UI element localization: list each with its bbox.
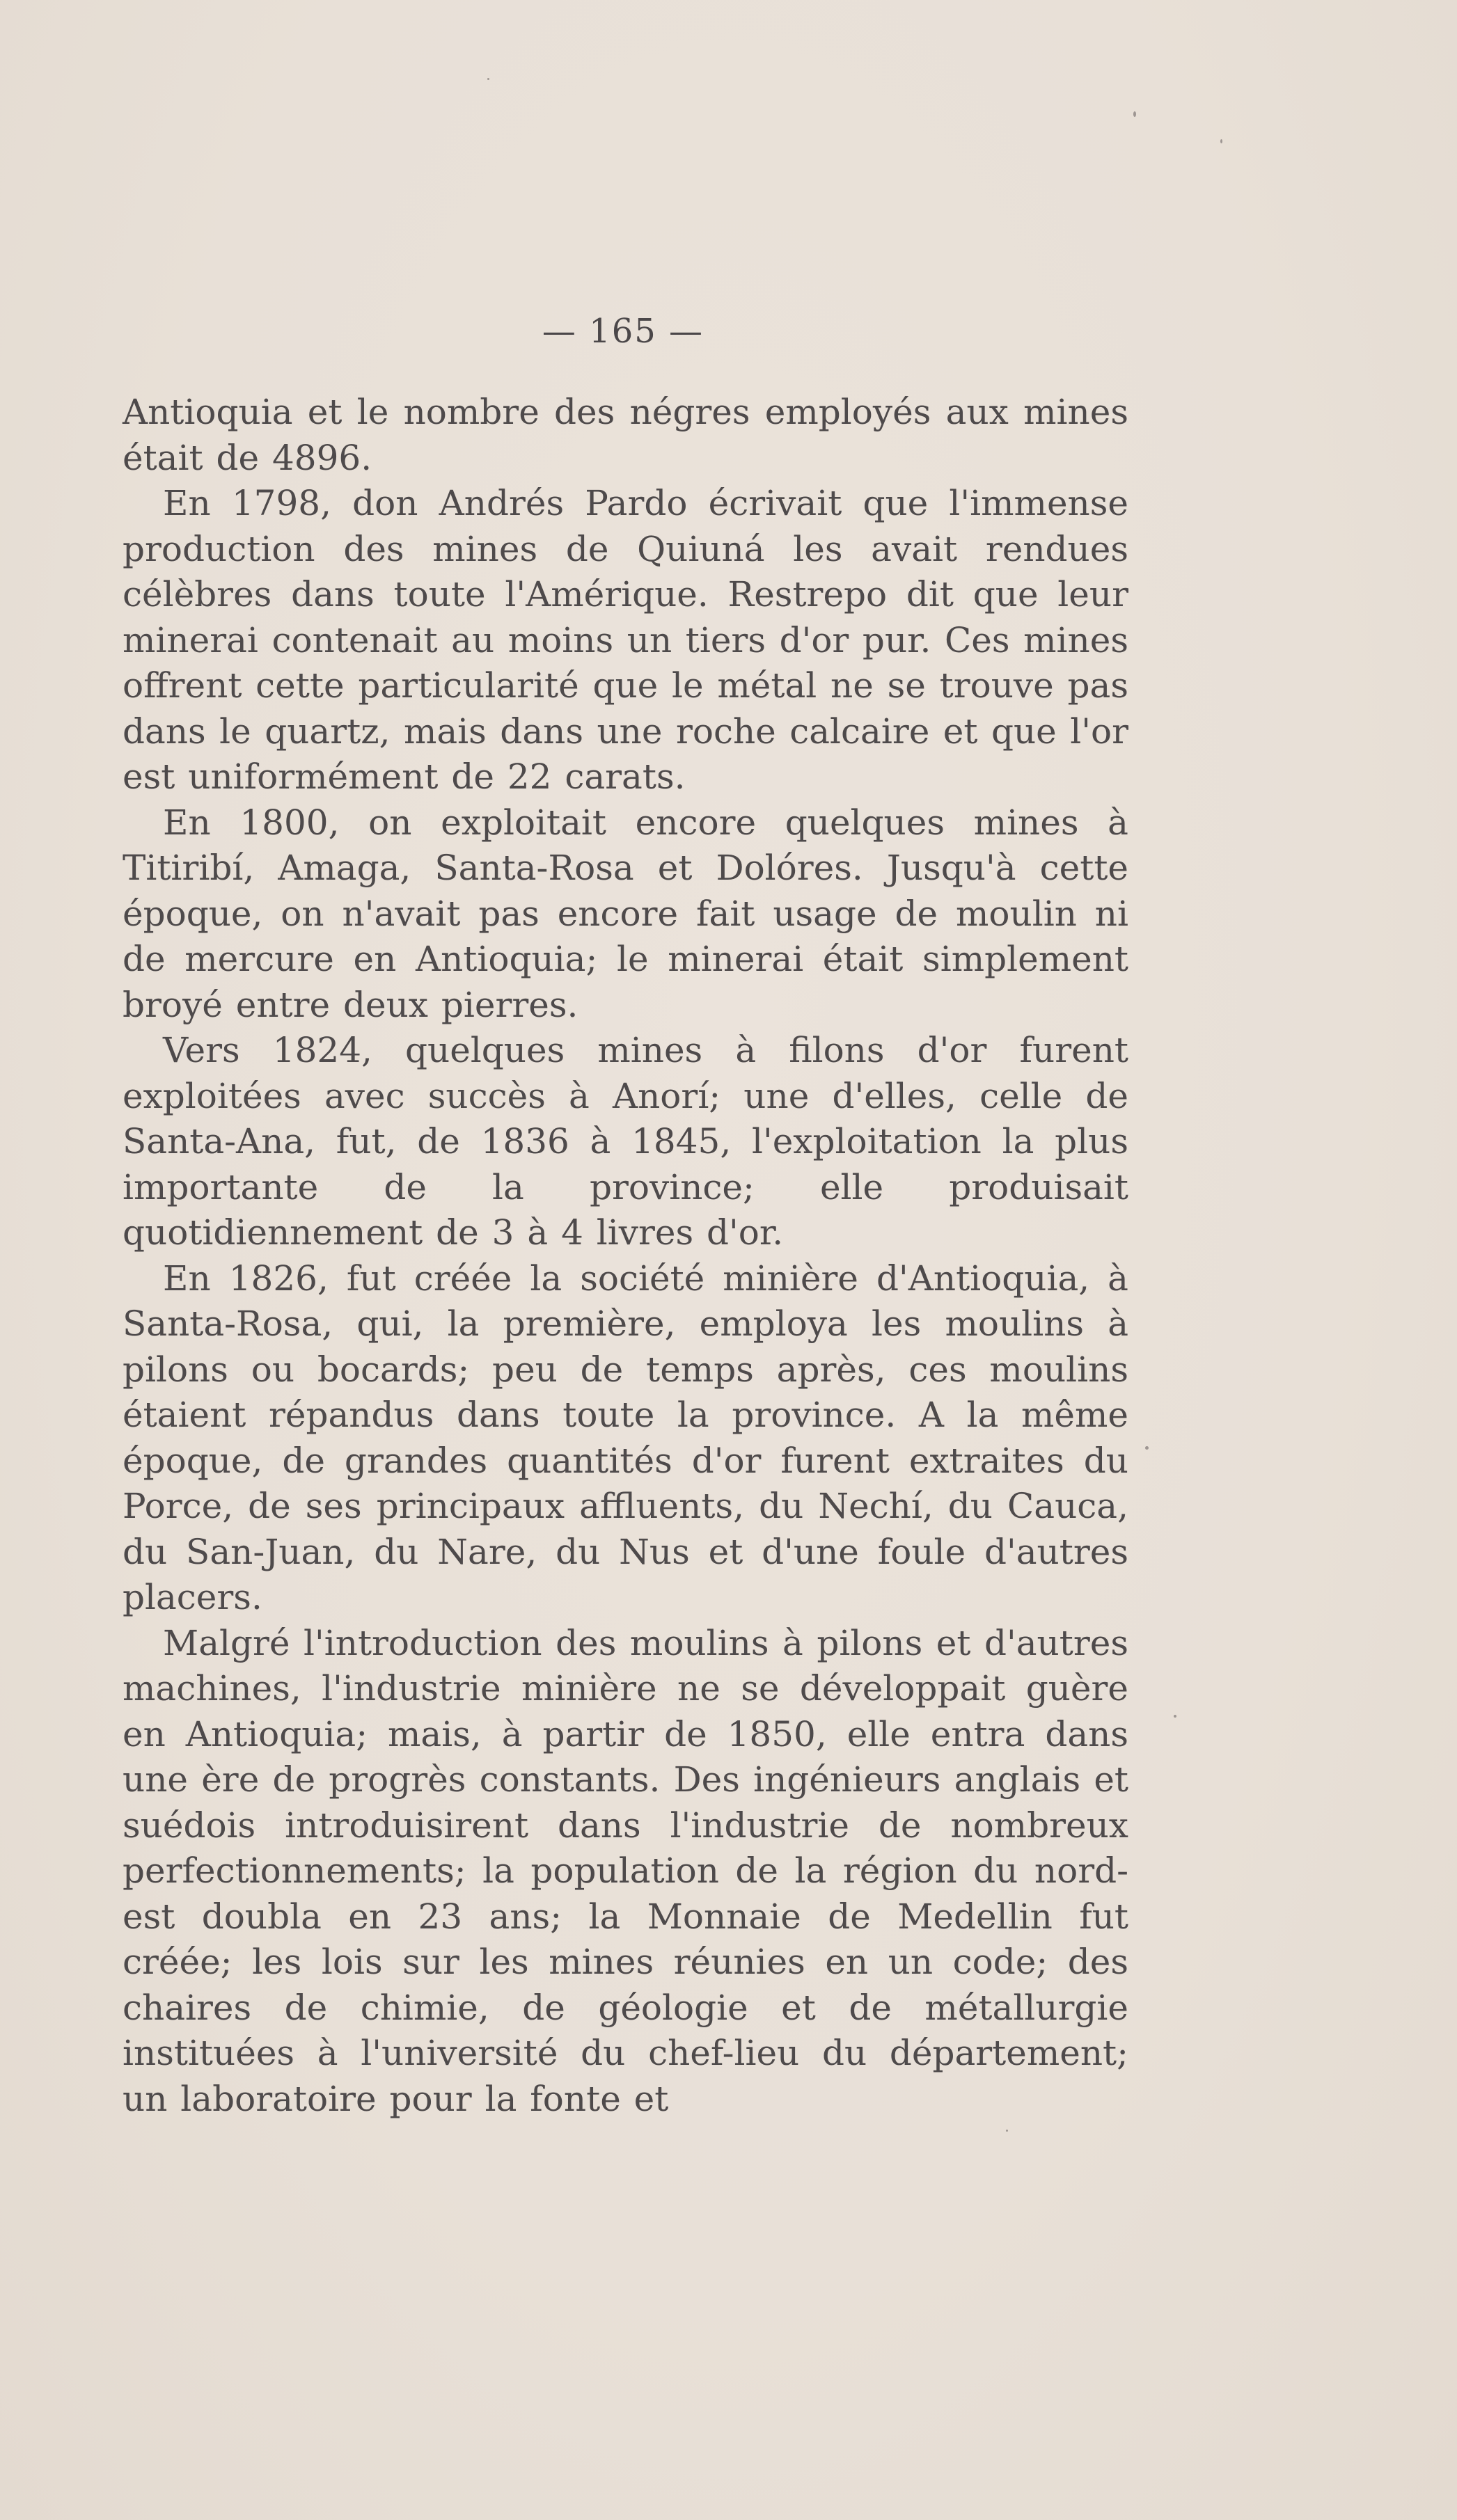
- paper-speck: [1006, 2130, 1008, 2132]
- paper-speck: [1220, 139, 1222, 143]
- page-number: — 165 —: [542, 312, 704, 351]
- paper-speck: [487, 78, 489, 80]
- paper-speck: [1174, 1715, 1176, 1718]
- paper-speck: [1133, 111, 1136, 117]
- paragraph: En 1800, on exploitait encore quelques mines à Titiribí, Amaga, Santa-Rosa et Dolóres. Jusqu'à cette époque, on n'avait pas encore fait usage de moulin ni de mercure en Antioquia; le minerai était simplement broyé entre deux pierres.: [123, 802, 1128, 1025]
- paragraph: Vers 1824, quelques mines à filons d'or furent exploitées avec succès à Anorí; une d'elles, celle de Santa-Ana, fut, de 1836 à 1845, l'exploitation la plus importante de la province; elle produisait quotidiennement de 3 à 4 livres d'or.: [123, 1030, 1128, 1253]
- body-text: [123, 390, 1128, 2122]
- paragraph: En 1826, fut créée la société minière d'Antioquia, à Santa-Rosa, qui, la première, employa les moulins à pilons ou bocards; peu de temps après, ces moulins étaient répandus dans toute la province. A la même époque, de grandes quantités d'or furent extraites du Porce, de ses principaux affluents, du Nechí, du Cauca, du San-Juan, du Nare, du Nus et d'une foule d'autres placers.: [123, 1258, 1128, 1617]
- paper-speck: [1145, 1446, 1149, 1450]
- paragraph: Malgré l'introduction des moulins à pilons et d'autres machines, l'industrie minière ne se développait guère en Antioquia; mais, à partir de 1850, elle entra dans une ère de progrès constants. Des ingénieurs anglais et suédois introduisirent dans l'industrie de nombreux perfectionnements; la population de la région du nord-est doubla en 23 ans; la Monnaie de Medellin fut créée; les lois sur les mines réunies en un code; des chaires de chimie, de géologie et de métallurgie instituées à l'université du chef-lieu du département; un laboratoire pour la fonte et: [123, 1622, 1128, 2119]
- paragraph: En 1798, don Andrés Pardo écrivait que l'immense production des mines de Quiuná les avait rendues célèbres dans toute l'Amérique. Restrepo dit que leur minerai contenait au moins un tiers d'or pur. Ces mines offrent cette particularité que le métal ne se trouve pas dans le quartz, mais dans une roche calcaire et que l'or est uniformément de 22 carats.: [123, 483, 1128, 797]
- paragraph-continuation: Antioquia et le nombre des négres employés aux mines était de 4896.: [123, 392, 1128, 478]
